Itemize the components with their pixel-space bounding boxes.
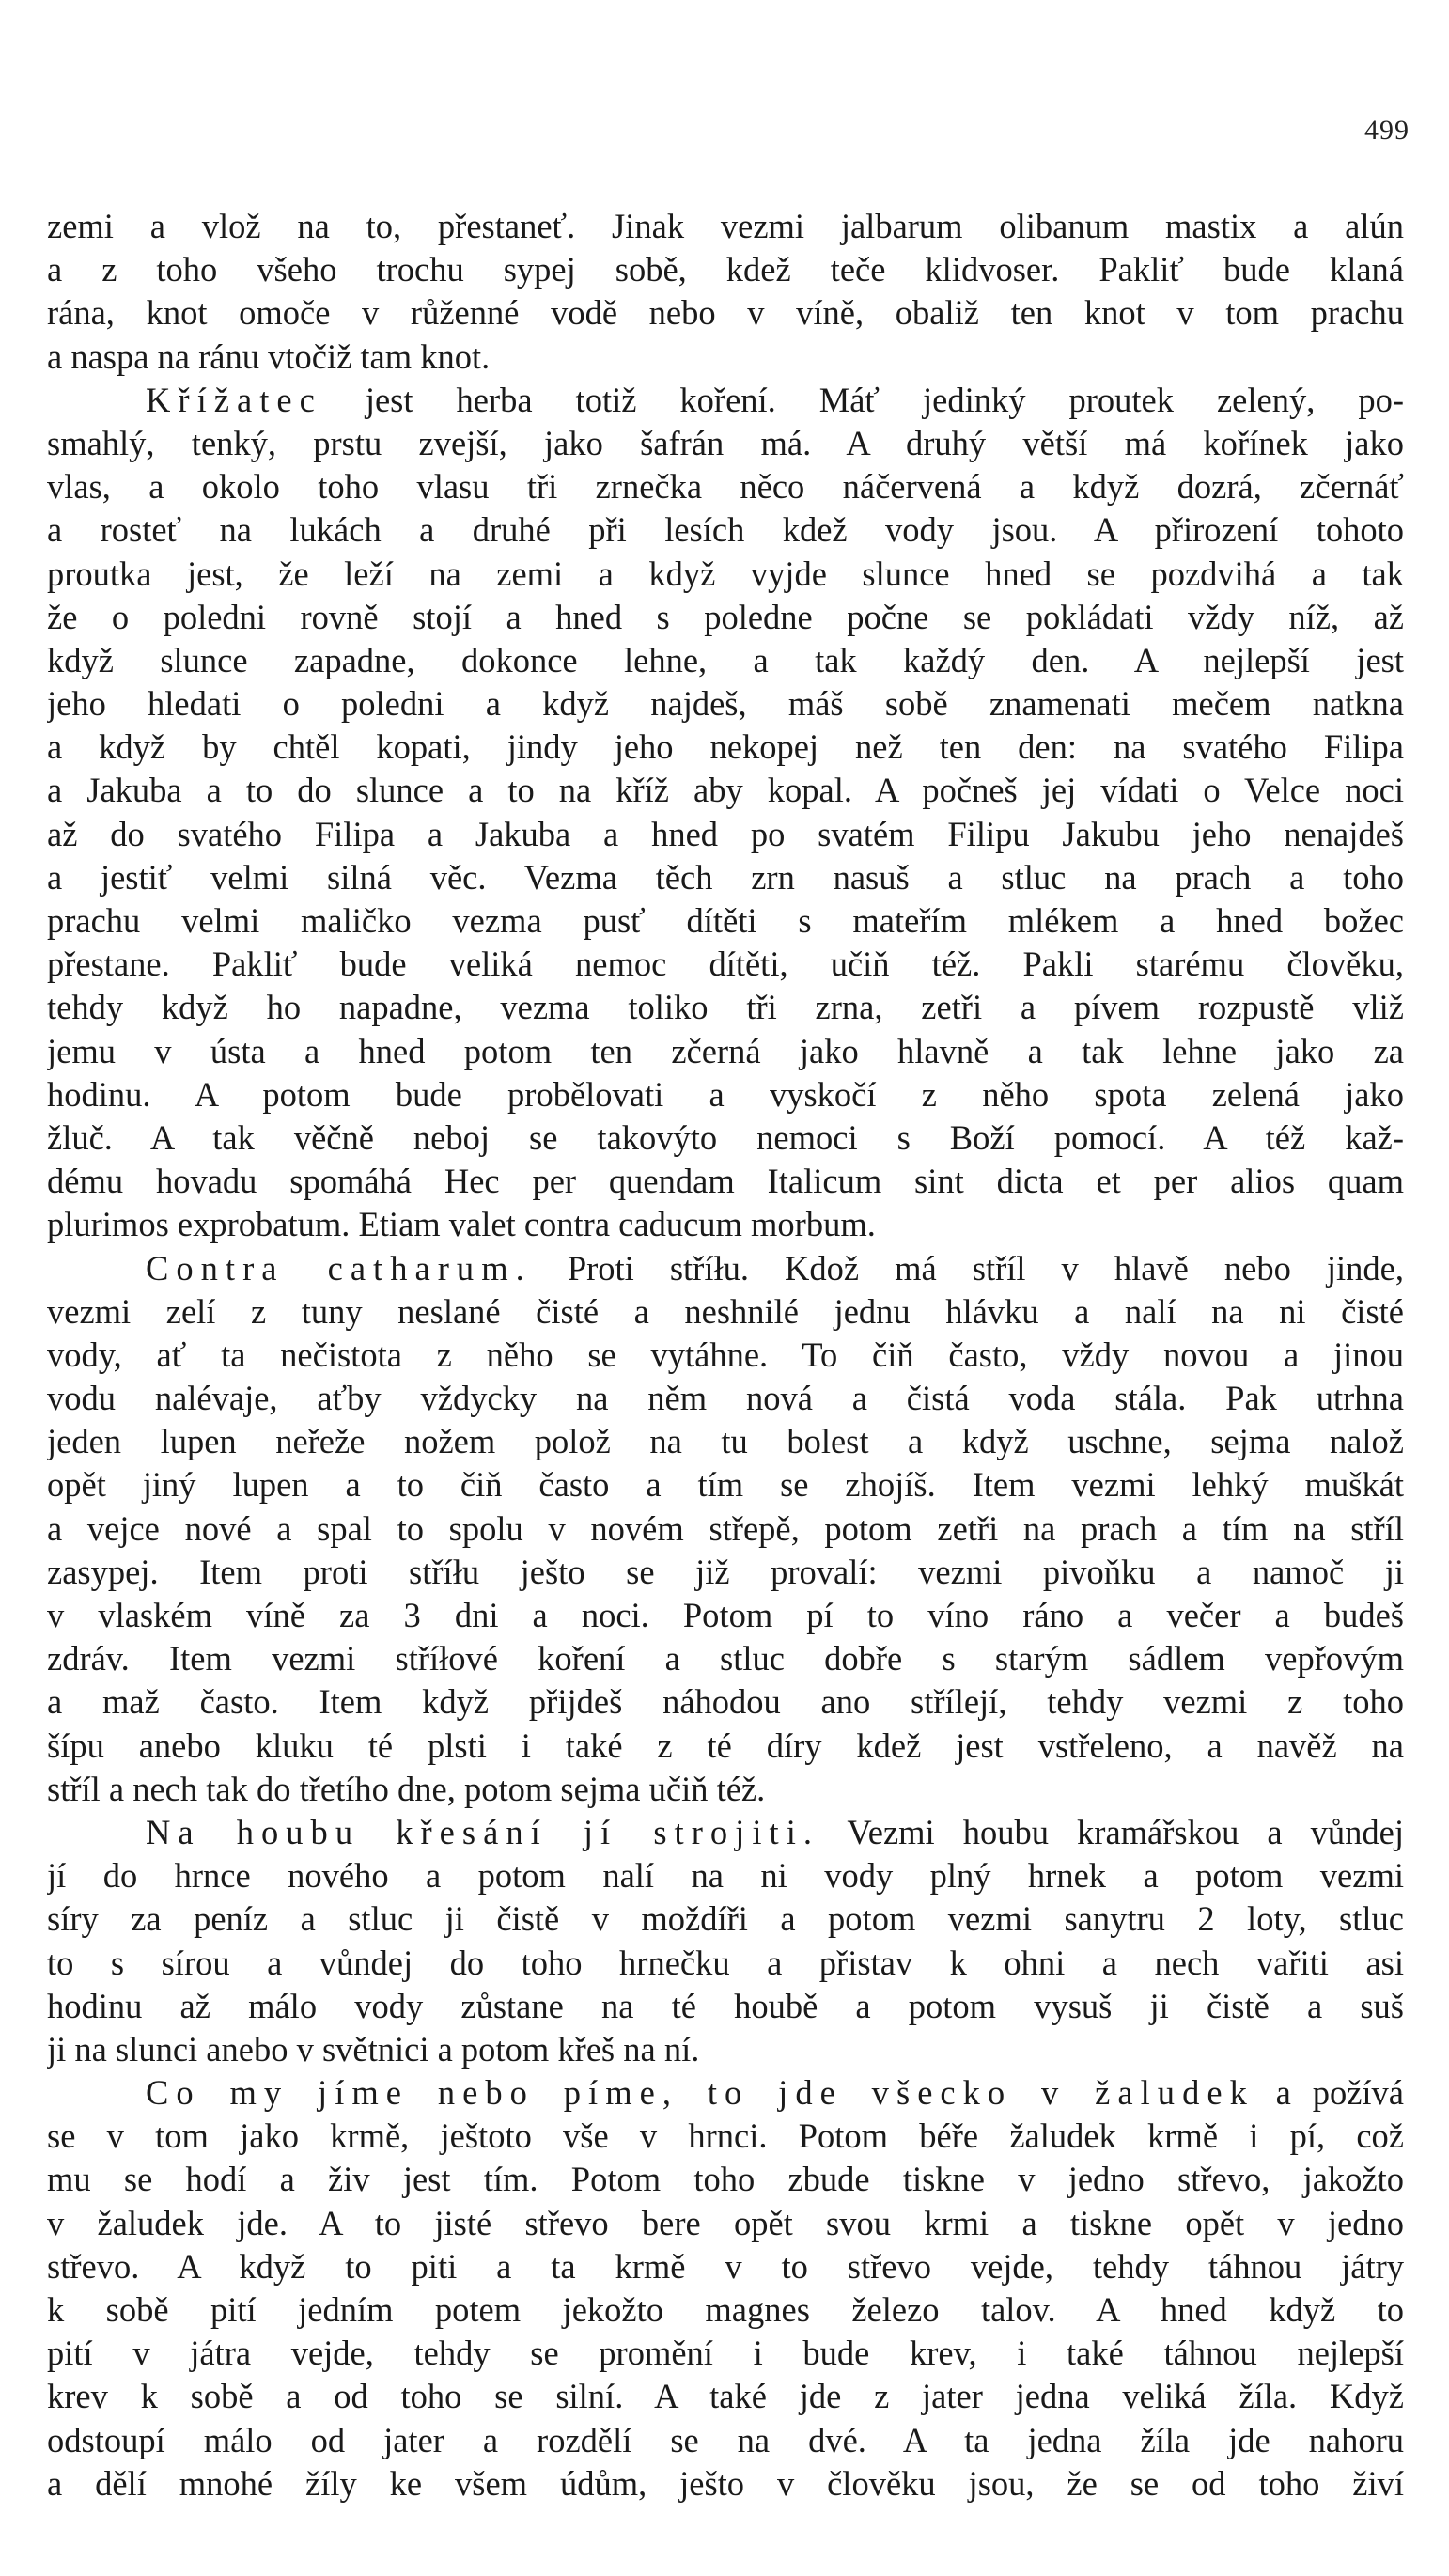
text-line: a Jakuba a to do slunce a to na kříž aby kopal. A počneš jej vídati o Velce noci (47, 771, 1404, 810)
text-line: jeho hledati o poledni a když najdeš, máš sobě znamenati mečem natkna (47, 684, 1404, 724)
text-line-run: Proti stříłu. Kdož má stříl v hlavě nebo jinde, (531, 1248, 1404, 1288)
page-number: 499 (1364, 115, 1410, 146)
text-line: hodinu až málo vody zůstane na té houbě a potom vysuš ji čistě a suš (47, 1986, 1404, 2025)
text-line: v žaludek jde. A to jisté střevo bere opět svou krmi a tiskne opět v jedno (47, 2203, 1404, 2242)
text-line: opět jiný lupen a to čiň často a tím se zhojíš. Item vezmi lehký muškát (47, 1465, 1404, 1505)
section-heading-co-my-jime: Co my jíme nebo píme, to jde všecko v žaludek (146, 2073, 1254, 2113)
section-heading-contra-catharum: Contra catharum. (146, 1248, 532, 1288)
text-line: k sobě pití jedním potem jekožto magnes železo talov. A hned když to (47, 2290, 1404, 2329)
text-line: a dělí mnohé žíly ke všem údům, ješto v člověku jsou, že se od toho živí (47, 2463, 1404, 2503)
text-line: střevo. A když to piti a ta krmě v to střevo vejde, tehdy táhnou játry (47, 2246, 1404, 2286)
text-line-run: a požívá (1254, 2073, 1404, 2113)
text-line: jeden lupen neřeže nožem polož na tu bolest a když uschne, sejma nalož (47, 1422, 1404, 1461)
text-line: síry za peníz a stluc ji čistě v moždíři a potom vezmi sanytru 2 loty, stluc (47, 1899, 1404, 1939)
text-line: tehdy když ho napadne, vezma toliko tři zrna, zetři a pívem rozpustě vliž (47, 988, 1404, 1027)
text-line: až do svatého Filipa a Jakuba a hned po svatém Filipu Jakubu jeho nenajdeš (47, 814, 1404, 853)
text-line: vodu nalévaje, aťby vždycky na něm nová a čistá voda stála. Pak utrhna (47, 1379, 1404, 1418)
text-line: proutka jest, že leží na zemi a když vyjde slunce hned se pozdvihá a tak (47, 554, 1404, 593)
text-line: rána, knot omoče v růženné vodě nebo v víně, obaliž ten knot v tom prachu (47, 293, 1404, 333)
text-line: že o poledni rovně stojí a hned s poledne počne se pokládati vždy níž, až (47, 597, 1404, 636)
text-line: stříl a nech tak do třetího dne, potom sejma učiň též. (47, 1769, 766, 1808)
text-line: jemu v ústa a hned potom ten zčerná jako hlavně a tak lehne jako za (47, 1031, 1404, 1070)
text-line: vlas, a okolo toho vlasu tři zrnečka něco náčervená a když dozrá, zčernáť (47, 467, 1404, 507)
text-line: to s sírou a vůndej do toho hrnečku a přistav k ohni a nech vařiti asi (47, 1943, 1404, 1982)
text-line: žluč. A tak věčně neboj se takovýto nemoci s Boží pomocí. A též kaž- (47, 1117, 1404, 1157)
text-line: zemi a vlož na to, přestaneť. Jinak vezmi jalbarum olibanum mastix a alún (47, 207, 1404, 245)
body-text (47, 205, 1404, 2506)
text-line: smahlý, tenký, prstu zvejší, jako šafrán má. A druhý větší má kořínek jako (47, 423, 1404, 462)
text-line: pití v játra vejde, tehdy se promění i bude krev, i také táhnou nejlepší (47, 2334, 1404, 2373)
text-line: odstoupí málo od jater a rozdělí se na dvé. A ta jedna žíla jde nahoru (47, 2420, 1404, 2459)
text-line: krev k sobě a od toho se silní. A také jde z jater jedna veliká žíla. Když (47, 2377, 1404, 2416)
text-line: mu se hodí a živ jest tím. Potom toho zbude tiskne v jedno střevo, jakožto (47, 2160, 1404, 2199)
text-line: prachu velmi maličko vezma pusť dítěti s mateřím mlékem a hned božec (47, 901, 1404, 940)
text-line: když slunce zapadne, dokonce lehne, a tak každý den. A nejlepší jest (47, 640, 1404, 679)
text-line: a vejce nové a spal to spolu v novém střepě, potom zetři na prach a tím na stříl (47, 1508, 1404, 1548)
text-line: vezmi zelí z tuny neslané čisté a neshnilé jednu hlávku a nalí na ni čisté (47, 1291, 1404, 1331)
text-line: jí do hrnce nového a potom nalí na ni vody plný hrnek a potom vezmi (47, 1856, 1404, 1896)
paragraph-first-line (47, 2071, 1404, 2115)
text-line: a když by chtěl kopati, jindy jeho nekopej než ten den: na svatého Filipa (47, 727, 1404, 767)
text-line: v vlaském víně za 3 dni a noci. Potom pí to víno ráno a večer a budeš (47, 1596, 1404, 1634)
section-heading-na-houbu: Na houbu křesání jí strojiti. (146, 1812, 820, 1851)
paragraph-first-line (47, 1247, 1404, 1290)
text-line: přestane. Pakliť bude veliká nemoc dítěti, učiň též. Pakli starému člověku, (47, 945, 1404, 984)
text-line: a jestiť velmi silná věc. Vezma těch zrn nasuš a stluc na prach a toho (47, 857, 1404, 897)
text-line-run: Vezmi houbu kramářskou a vůndej (819, 1812, 1404, 1851)
text-line: vody, ať ta nečistota z něho se vytáhne. To čiň často, vždy novou a jinou (47, 1335, 1404, 1374)
text-line: ji na slunci anebo v světnici a potom křeš na ní. (47, 2029, 700, 2069)
text-line: šípu anebo kluku té plsti i také z té díry kdež jest vstřeleno, a navěž na (47, 1725, 1404, 1765)
text-line: se v tom jako krmě, ještoto vše v hrnci. Potom béře žaludek krmě i pí, což (47, 2116, 1404, 2156)
text-line: a rosteť na lukách a druhé při lesích kdež vody jsou. A přirození tohoto (47, 510, 1404, 550)
paragraph-first-line (47, 379, 1404, 422)
text-line: zasypej. Item proti stříłu ješto se již provalí: vezmi pivoňku a namoč ji (47, 1552, 1404, 1591)
text-line-run: jest herba totiž koření. Máť jedinký proutek zelený, po- (321, 380, 1404, 419)
paragraph-first-line (47, 1811, 1404, 1854)
text-line: dému hovadu spomáhá Hec per quendam Italicum sint dicta et per alios quam (47, 1162, 1404, 1201)
text-line: zdráv. Item vezmi stříłové koření a stluc dobře s starým sádlem vepřovým (47, 1639, 1404, 1678)
section-heading-krizatec: Křížatec (146, 380, 322, 419)
text-line: hodinu. A potom bude probělovati a vyskočí z něho spota zelená jako (47, 1074, 1404, 1114)
text-line: a naspa na ránu vtočiž tam knot. (47, 336, 491, 376)
text-line: plurimos exprobatum. Etiam valet contra caducum morbum. (47, 1205, 876, 1244)
text-line: a maž často. Item když přijdeš náhodou ano střílejí, tehdy vezmi z toho (47, 1682, 1404, 1722)
text-line: a z toho všeho trochu sypej sobě, kdež teče klidvoser. Pakliť bude klaná (47, 250, 1404, 289)
